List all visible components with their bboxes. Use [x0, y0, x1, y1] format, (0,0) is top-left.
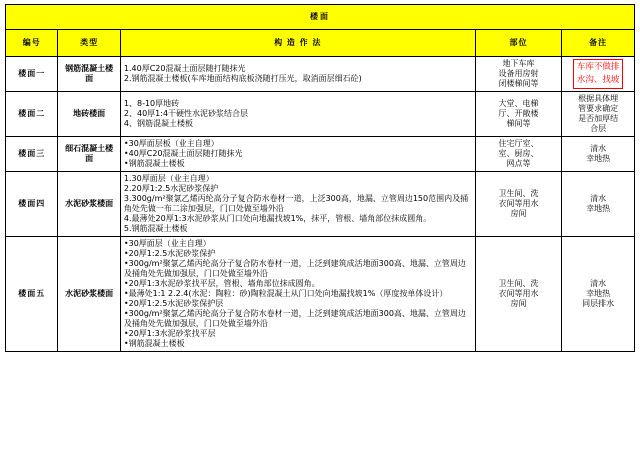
method-line: •20厚1:3水泥砂浆找平层，管根、墙角部位抹成圆角。 — [123, 279, 320, 288]
part-line: 室、厨房、 — [498, 149, 539, 158]
row-part — [475, 237, 562, 352]
row-part — [475, 92, 562, 137]
row-method — [120, 137, 475, 172]
method-line: •最薄处1:1 2.2.4(水泥：陶粒：砂)陶粒混凝土从门口处向地漏找坡1%（厚度按单体设计） — [123, 289, 448, 298]
method-line: •钢筋混凝土楼板 — [123, 339, 185, 348]
method-line: 2、40厚1:4干硬性水泥砂浆结合层 — [123, 109, 249, 118]
row-method — [120, 92, 475, 137]
method-line: •30厚面层（业主自理） — [123, 239, 211, 248]
method-line: 1.40厚C20混凝土面层随打随抹光 — [123, 64, 246, 73]
row-note — [562, 92, 635, 137]
method-line: •40厚C20混凝土面层随打随抹光 — [123, 149, 243, 158]
part-line: 梯间等 — [506, 119, 531, 128]
method-line: 3.300g/m²聚氯乙烯丙纶高分子复合防水卷材一道，上泛300高，地漏、立管周边150范围内及捅角处先做一布二涂加强层，门口处做至墙外沿 — [123, 194, 469, 213]
row-type: 水泥砂浆楼面 — [58, 237, 120, 352]
note-line: 清水 — [590, 194, 607, 203]
table-row — [6, 137, 635, 172]
part-line: 衣间等用水 — [498, 199, 539, 208]
method-line: •30厚面层板（业主自理） — [123, 139, 219, 148]
method-line: •钢筋混凝土楼板 — [123, 159, 185, 168]
note-line: 幸地热 — [586, 154, 611, 163]
table-row — [6, 57, 635, 92]
row-method — [120, 172, 475, 237]
table-header-row — [6, 30, 635, 57]
method-line: •20厚1:2.5水泥砂浆保护层 — [123, 299, 224, 308]
method-line: •20厚1:2.5水泥砂浆保护 — [123, 249, 216, 258]
row-note — [562, 137, 635, 172]
method-line: •20厚1:3水泥砂浆找平层 — [123, 329, 216, 338]
row-type: 细石混凝土楼面 — [58, 137, 120, 172]
part-line: 房间 — [510, 209, 527, 218]
note-line: 车库不做排 — [576, 62, 620, 73]
part-line: 设备用房射 — [498, 69, 539, 78]
part-line: 地下车库 — [502, 59, 535, 68]
note-line: 清水 — [590, 279, 607, 288]
column-header-part: 部位 — [475, 30, 562, 57]
row-note — [562, 237, 635, 352]
row-part — [475, 137, 562, 172]
row-note — [562, 57, 635, 92]
note-line: 水沟、找坡 — [576, 75, 620, 85]
note-line: 根据具体埋 — [578, 94, 619, 103]
note-badge — [573, 59, 624, 89]
row-type: 水泥砂浆楼面 — [58, 172, 120, 237]
note-line: 管要求确定 — [578, 104, 619, 113]
note-line: 幸地热 — [586, 204, 611, 213]
column-header-type: 类型 — [58, 30, 120, 57]
row-method — [120, 57, 475, 92]
method-line: 5.钢筋混凝土楼板 — [123, 224, 188, 233]
note-line: 幸地热 — [586, 289, 611, 298]
part-line: 房间 — [510, 299, 527, 308]
table-row — [6, 172, 635, 237]
method-line: 1.30厚面层（业主自理） — [123, 174, 214, 183]
column-header-no: 编号 — [6, 30, 58, 57]
method-line: 2.20厚1:2.5水泥砂浆保护 — [123, 184, 219, 193]
method-line: 4、钢筋混凝土楼板 — [123, 119, 193, 128]
part-line: 衣间等用水 — [498, 289, 539, 298]
construction-table — [5, 4, 635, 352]
row-no: 楼面五 — [6, 237, 58, 352]
method-line: 2.钢筋混凝土楼板(车库地面结构底板浇随打压光，取消面层细石砼) — [123, 74, 362, 83]
column-header-note: 备注 — [562, 30, 635, 57]
row-type: 地砖楼面 — [58, 92, 120, 137]
part-line: 卫生间、洗 — [498, 189, 539, 198]
part-line: 网点等 — [506, 159, 531, 168]
part-line: 住宅厅室、 — [498, 139, 539, 148]
row-no: 楼面一 — [6, 57, 58, 92]
row-no: 楼面二 — [6, 92, 58, 137]
note-line: 是否加厚结 — [578, 114, 619, 123]
note-line: 合层 — [590, 124, 607, 133]
part-line: 闭楼梯间等 — [498, 79, 539, 88]
part-line: 大堂、电梯 — [498, 99, 539, 108]
method-line: •300g/m²聚氯乙烯丙纶高分子复合防水卷材一道，上泛到建筑成活地面300高、地漏、立管周边及捅角处先做加强层，门口处做至墙外沿 — [123, 259, 466, 278]
table-title-row — [6, 5, 635, 30]
part-line: 厅、开敞楼 — [498, 109, 539, 118]
row-part — [475, 57, 562, 92]
row-type: 钢筋混凝土楼面 — [58, 57, 120, 92]
row-no: 楼面四 — [6, 172, 58, 237]
row-method — [120, 237, 475, 352]
table-row — [6, 92, 635, 137]
page-title: 楼面 — [6, 5, 635, 30]
note-line: 同层排水 — [582, 299, 615, 308]
method-line: •300g/m²聚氯乙烯丙纶高分子复合防水卷材一道，上泛到建筑成活地面300高、地漏、立管周边及捅角处先做加强层，门口处做至墙外沿 — [123, 309, 466, 328]
row-no: 楼面三 — [6, 137, 58, 172]
table-row — [6, 237, 635, 352]
row-part — [475, 172, 562, 237]
method-line: 1、8-10厚地砖 — [123, 99, 180, 108]
column-header-method: 构 造 作 法 — [120, 30, 475, 57]
part-line: 卫生间、洗 — [498, 279, 539, 288]
method-line: 4.最薄处20厚1:3水泥砂浆从门口处向地漏找坡1%，抹平，管根、墙角部位抹成圆角。 — [123, 214, 432, 223]
note-line: 清水 — [590, 144, 607, 153]
row-note — [562, 172, 635, 237]
